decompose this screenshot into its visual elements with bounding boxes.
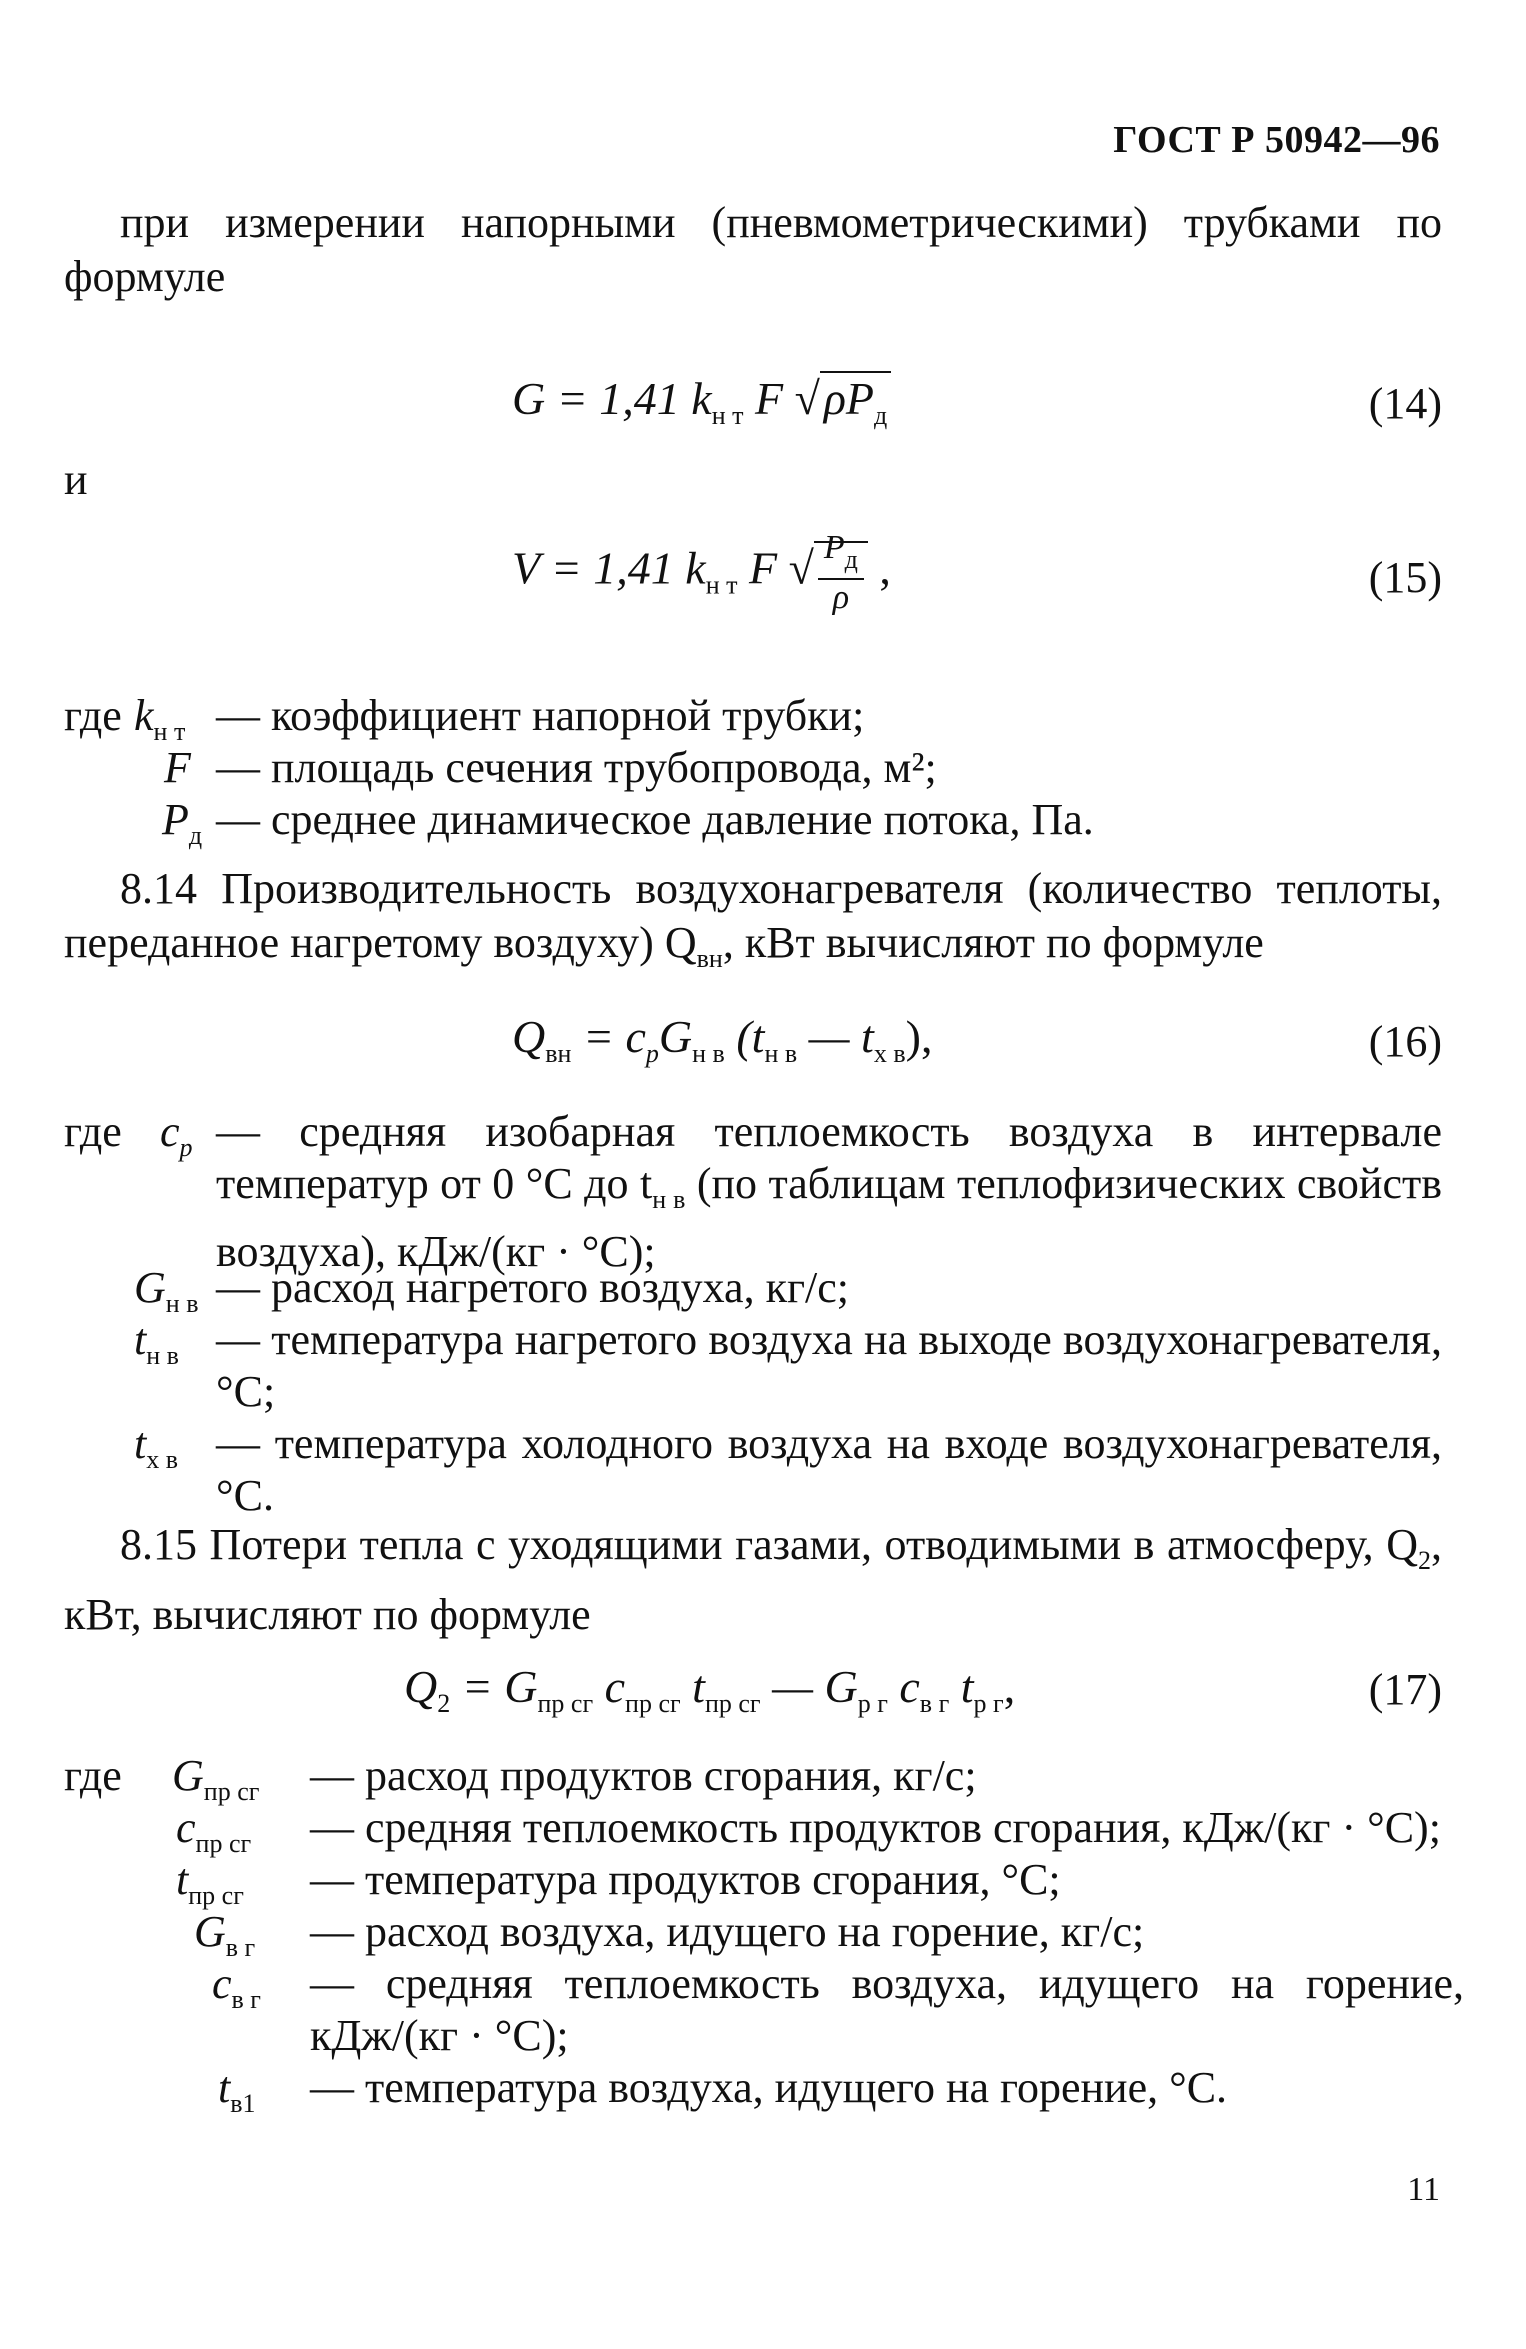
defs3-sym-4 xyxy=(212,1958,261,2026)
eq17-t: t xyxy=(680,1661,705,1712)
eq15-lhs: V = 1,41 k xyxy=(512,542,706,594)
eq15-tail: , xyxy=(879,542,891,594)
eq17-c: c xyxy=(593,1661,626,1712)
eq14-lhs: G = 1,41 k xyxy=(512,373,712,424)
eq14-mid: F xyxy=(754,373,784,424)
eq16-t2-sub: х в xyxy=(873,1039,906,1068)
para815-sub: 2 xyxy=(1418,1546,1431,1575)
defs2-text-1: — расход нагретого воздуха, кг/с; xyxy=(216,1263,849,1312)
defs2-text-0-sub: н в xyxy=(652,1185,686,1214)
eq17-q-sub: 2 xyxy=(437,1689,451,1718)
defs2-sym-2-sub: н в xyxy=(146,1341,179,1370)
defs3-sym-4-char: c xyxy=(212,1959,232,2008)
defs1-lead: где xyxy=(64,691,122,740)
eq17-t2-sub: р г xyxy=(973,1689,1004,1718)
defs2-sym-1-char: G xyxy=(134,1263,166,1312)
eq15-frac-num-sub: д xyxy=(844,545,858,574)
defs2-sym-2-char: t xyxy=(134,1315,147,1364)
eq15-frac xyxy=(818,530,864,616)
eq17-c2-sub: в г xyxy=(919,1689,950,1718)
defs3-sym-2-char: t xyxy=(176,1855,189,1904)
equation-15 xyxy=(512,530,891,616)
defs1-sym-1-char: F xyxy=(164,743,191,792)
defs3-sym-0-sub: пр сг xyxy=(203,1777,260,1806)
eq16-c-sub: p xyxy=(645,1039,659,1068)
defs1-text-1: — площадь сечения трубопровода, м²; xyxy=(216,743,937,792)
eq15-number: (15) xyxy=(1368,553,1442,602)
defs3-text-2: — температура продуктов сгорания, °С; xyxy=(310,1855,1061,1904)
eq14-rad-sub: д xyxy=(874,401,888,430)
definitions-block-1 xyxy=(64,690,1464,860)
defs3-sym-1-char: c xyxy=(176,1803,196,1852)
eq16-q-sub: вн xyxy=(545,1039,572,1068)
eq14-sqrt: $√\rho P_д$ xyxy=(795,372,892,431)
eq17-q: Q xyxy=(404,1661,438,1712)
defs2-lead: где xyxy=(64,1107,122,1156)
equation-14 xyxy=(512,372,891,431)
definitions-block-3 xyxy=(64,1750,1464,2130)
document-header: ГОСТ Р 50942—96 xyxy=(1113,119,1440,161)
defs2-text-3: — температура холодного воздуха на входе воздухонагревателя, °С. xyxy=(216,1419,1442,1520)
defs2-text-2: — температура нагретого воздуха на выходе воздухонагревателя, °С; xyxy=(216,1315,1442,1416)
defs2-sym-0-sub: p xyxy=(179,1133,193,1162)
eq17-g-sub: пр сг xyxy=(537,1689,594,1718)
eq17-c2: c xyxy=(887,1661,920,1712)
defs3-sym-2-sub: пр сг xyxy=(188,1881,244,1910)
defs2-sym-2 xyxy=(134,1314,214,1382)
defs2-sym-0-char: c xyxy=(160,1107,180,1156)
defs2-sym-3 xyxy=(134,1418,214,1486)
page-number: 11 xyxy=(1407,2171,1440,2208)
eq15-mid: F xyxy=(749,542,778,594)
eq17-tail: , xyxy=(1003,1661,1016,1712)
eq16-number: (16) xyxy=(1368,1017,1442,1066)
eq16-t1: (t xyxy=(724,1011,765,1062)
defs1-sym-2-sub: д xyxy=(188,821,203,850)
conjunction-and: и xyxy=(64,455,88,504)
defs2-sym-3-char: t xyxy=(134,1419,147,1468)
defs3-text-3: — расход воздуха, идущего на горение, кг/с; xyxy=(310,1907,1145,1956)
eq17-g: = G xyxy=(450,1661,538,1712)
para814-text: 8.14 Производительность воздухонагревателя (количество теплоты, переданное нагретому воздуху) Q xyxy=(64,864,1442,967)
definitions-block-2 xyxy=(64,1106,1464,1520)
defs2-sym-1-sub: н в xyxy=(165,1289,199,1318)
defs3-text-0: — расход продуктов сгорания, кг/с; xyxy=(310,1751,977,1800)
eq14-sub: н т xyxy=(711,401,744,430)
eq17-minus: — G xyxy=(760,1661,858,1712)
defs1-sym-2-char: P xyxy=(162,795,189,844)
eq17-g2-sub: р г xyxy=(857,1689,888,1718)
defs1-sym-2 xyxy=(162,794,222,862)
equation-16 xyxy=(512,1010,932,1069)
para815-tail: , кВт, вычисляют по формуле xyxy=(64,1520,1442,1639)
paragraph-8-15 xyxy=(64,1518,1442,1642)
defs1-text-0: — коэффициент напорной трубки; xyxy=(216,691,865,740)
defs3-sym-3-char: G xyxy=(194,1907,226,1956)
para814-tail: , кВт вычисляют по формуле xyxy=(722,918,1264,967)
eq16-close: ), xyxy=(905,1011,933,1062)
defs2-text-0-b: (по таблицам теплофизических свойств воздуха), кДж/(кг · °С); xyxy=(216,1159,1442,1276)
eq14-number: (14) xyxy=(1368,379,1442,428)
eq16-t1-sub: н в xyxy=(764,1039,798,1068)
defs1-sym-1 xyxy=(164,742,224,794)
defs3-lead: где xyxy=(64,1751,122,1800)
eq16-q: Q xyxy=(512,1011,546,1062)
equation-17 xyxy=(404,1660,1015,1719)
defs3-sym-5-sub: в1 xyxy=(230,2089,256,2118)
eq15-sqrt: √ $\frac{P_д}{\rho}$ xyxy=(789,530,868,616)
eq17-t2: t xyxy=(949,1661,974,1712)
defs3-sym-1-sub: пр сг xyxy=(195,1829,252,1858)
defs2-sym-3-sub: х в xyxy=(146,1445,179,1474)
eq15-sub: н т xyxy=(705,570,738,600)
defs3-sym-3-sub: в г xyxy=(225,1933,256,1962)
eq17-t-sub: пр сг xyxy=(704,1689,761,1718)
defs3-sym-0-char: G xyxy=(172,1751,204,1800)
eq16-minus: — t xyxy=(797,1011,874,1062)
defs2-text-0 xyxy=(216,1106,1442,1278)
eq16-c: = c xyxy=(571,1011,646,1062)
defs1-sym-0-sub: н т xyxy=(153,717,186,746)
para814-sub: вн xyxy=(696,944,723,973)
defs1-text-2: — среднее динамическое давление потока, Па. xyxy=(216,795,1094,844)
paragraph-8-14 xyxy=(64,862,1442,986)
eq16-g-sub: н в xyxy=(692,1039,725,1068)
defs3-text-1: — средняя теплоемкость продуктов сгорания, кДж/(кг · °С); xyxy=(310,1803,1441,1852)
defs3-text-4: — средняя теплоемкость воздуха, идущего на горение, кДж/(кг · °С); xyxy=(310,1959,1464,2060)
defs3-sym-5-char: t xyxy=(218,2063,231,2112)
defs3-text-5: — температура воздуха, идущего на горение, °С. xyxy=(310,2063,1228,2112)
eq16-g: G xyxy=(658,1011,693,1062)
defs3-sym-4-sub: в г xyxy=(231,1985,261,2014)
para815-text: 8.15 Потери тепла с уходящими газами, отводимыми в атмосферу, Q xyxy=(120,1520,1418,1569)
eq15-frac-num: P xyxy=(823,529,845,566)
intro-paragraph: при измерении напорными (пневмометрическими) трубками по формуле xyxy=(64,198,1442,301)
eq15-frac-den: ρ xyxy=(832,579,850,616)
eq14-rad: ρP xyxy=(823,373,875,424)
defs2-text-0-a: — средняя изобарная теплоемкость воздуха в интервале температур от 0 °C до t xyxy=(216,1107,1442,1208)
defs3-sym-5 xyxy=(218,2062,256,2130)
defs1-sym-0-char: k xyxy=(134,691,154,740)
eq17-number: (17) xyxy=(1368,1665,1442,1714)
eq17-c-sub: пр сг xyxy=(625,1689,681,1718)
